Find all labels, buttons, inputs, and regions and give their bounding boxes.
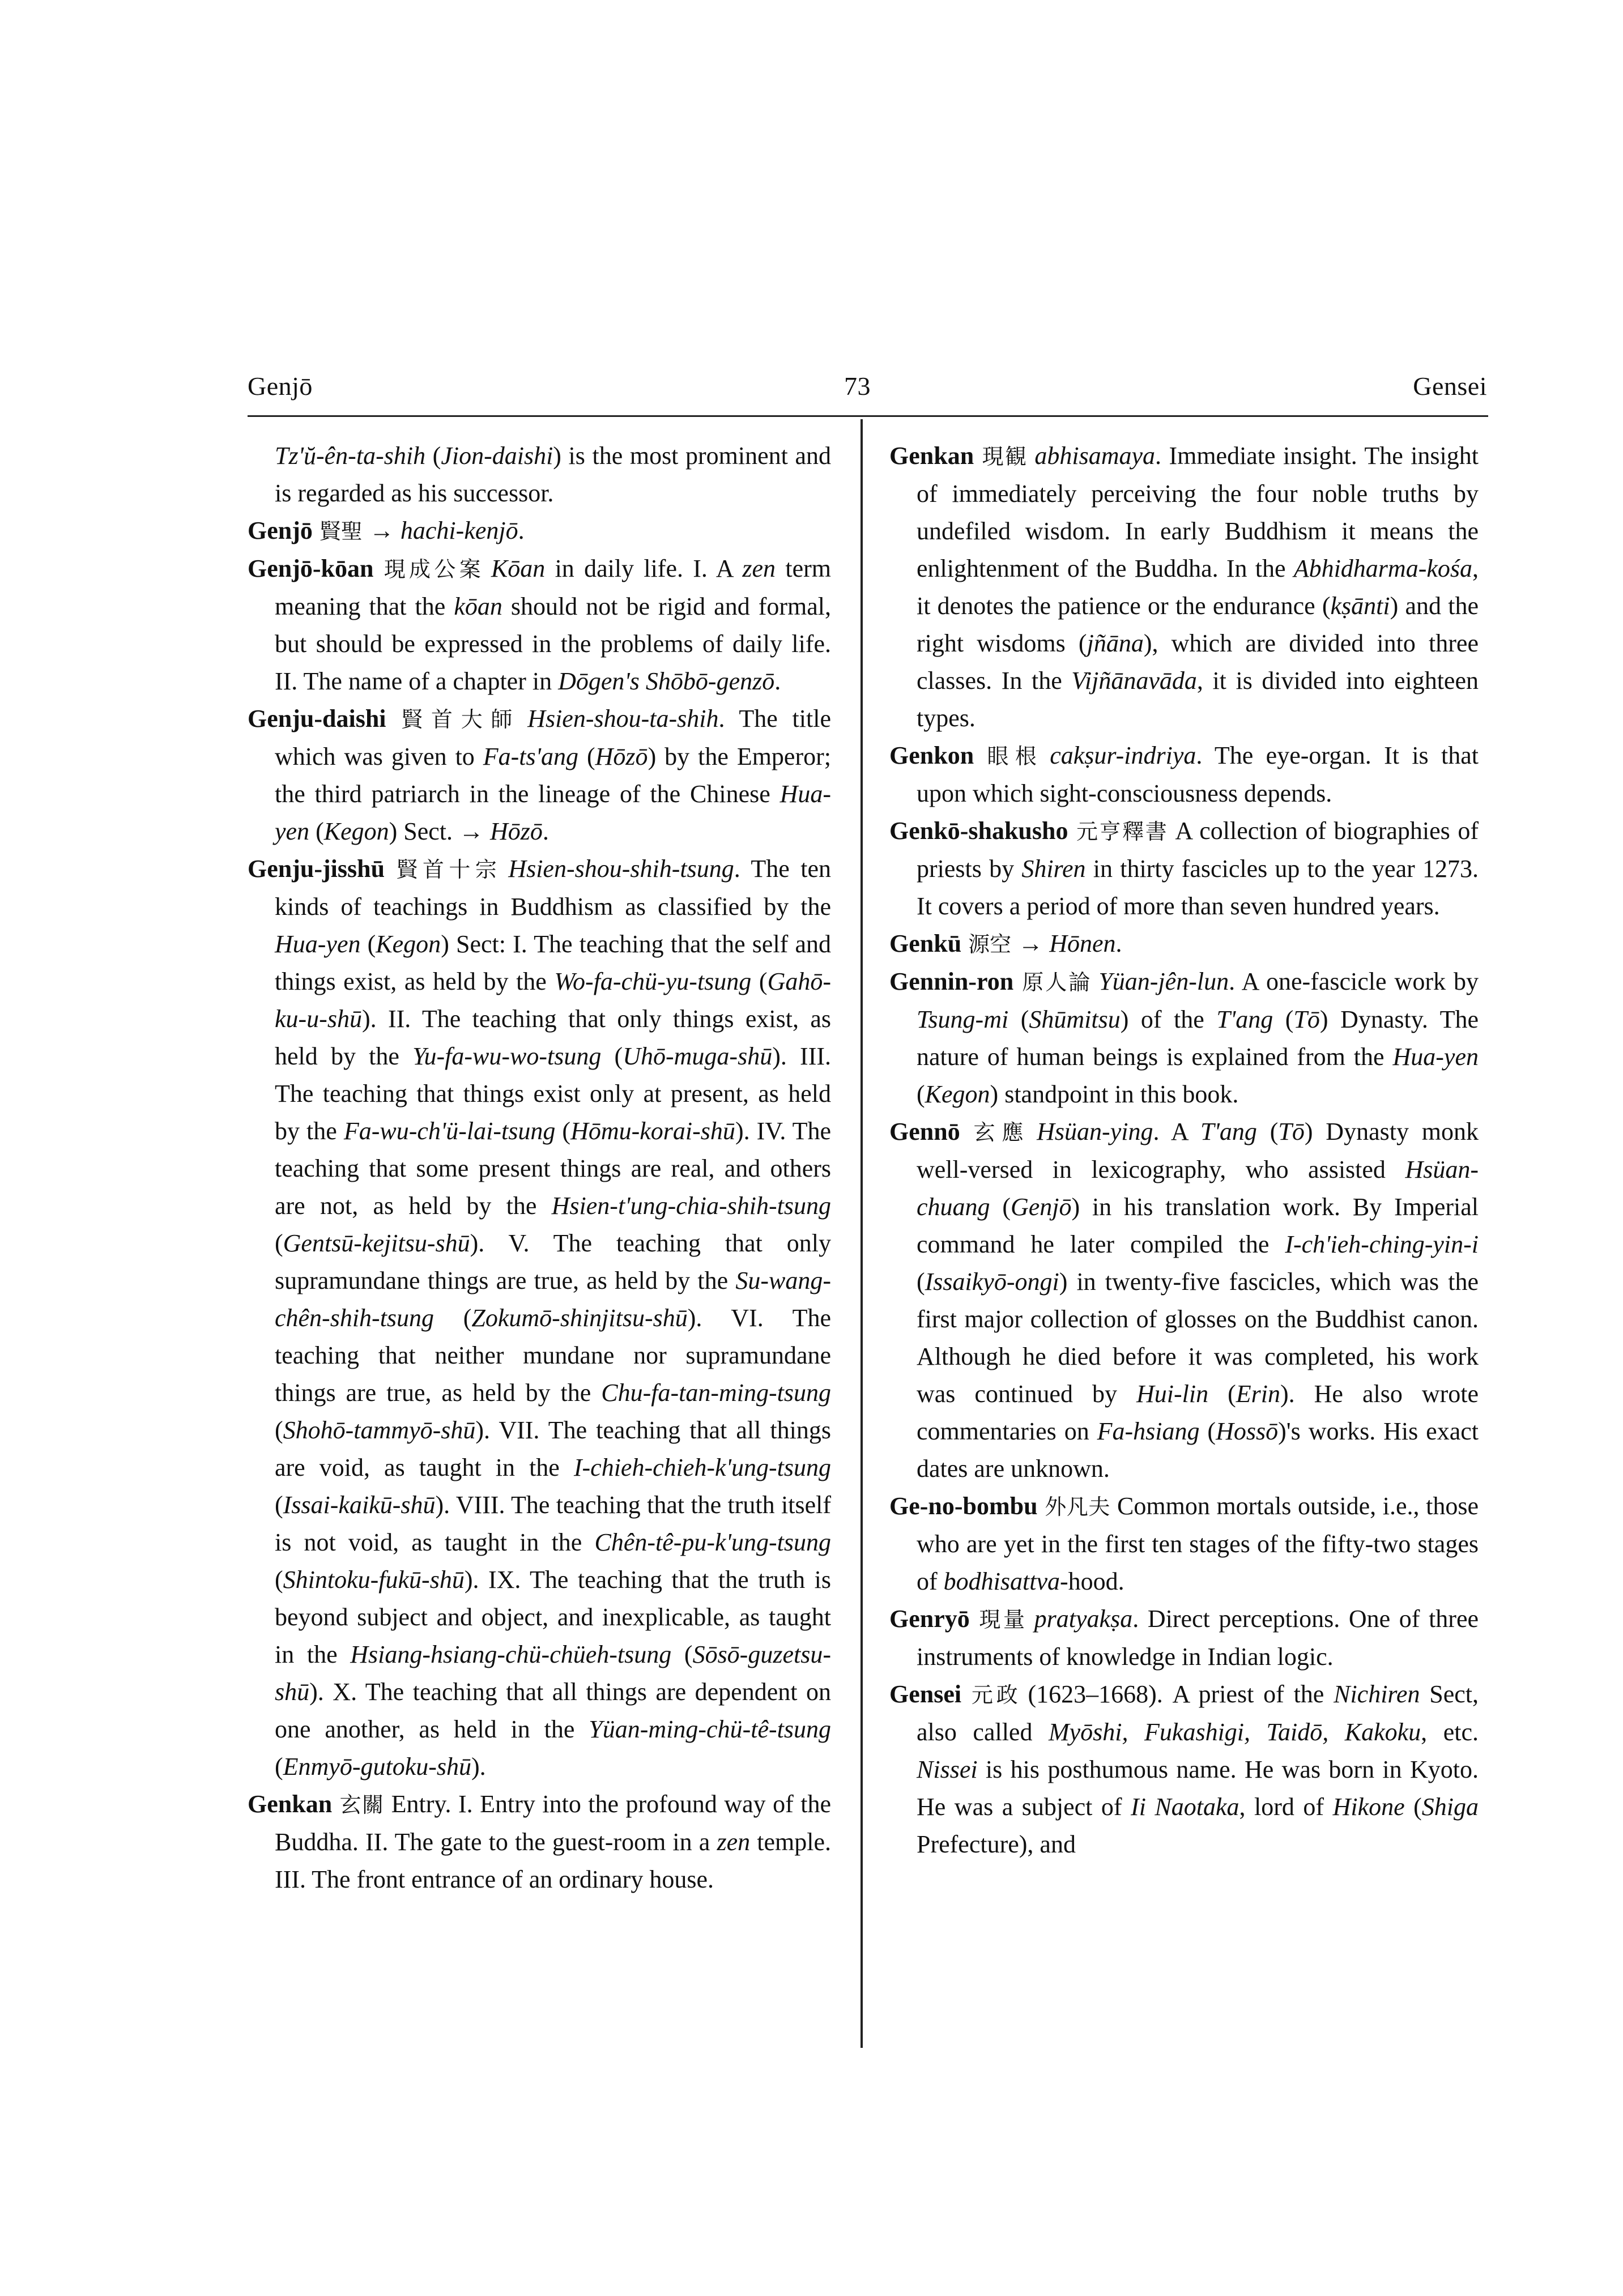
headword: Genkan	[889, 442, 974, 470]
entry-genkan-insight: Genkan 現観 abhisamaya. Immediate insight. The insight of immediately perceiving the four noble truths by undefiled wisdom. In early Buddhism it means the enlightenment of the Buddha. In the Abhidharma-kośa, it denotes the patience or the endurance (kṣānti) and the right wisdoms (jñāna), which are divided into three classes. In the Vijñānavāda, it is divided into eighteen types.	[889, 442, 1479, 732]
headword: Genju-daishi	[248, 705, 386, 732]
kanji: 現量	[976, 1607, 1028, 1632]
kanji: 玄應	[966, 1120, 1030, 1145]
kanji: 現観	[981, 444, 1028, 469]
entry-genjo-koan: Genjō-kōan 現成公案 Kōan in daily life. I. A zen term meaning that the kōan should not be rigid and formal, but should be expressed in the problems of daily life. II. The name of a chapter in Dōgen's Shōbō-genzō.	[248, 555, 831, 695]
running-head-right: Gensei	[1413, 372, 1487, 401]
entry-ge-no-bombu: Ge-no-bombu 外凡夫 Common mortals outside, i.e., those who are yet in the first ten stages of the fifty-two stages of bodhisattva-hood.	[889, 1492, 1479, 1595]
headword: Genkon	[889, 742, 974, 769]
headword: Genjō	[248, 517, 313, 544]
kanji: 源空	[968, 932, 1012, 957]
entry-gennin-ron: Gennin-ron 原人論 Yüan-jên-lun. A one-fascicle work by Tsung-mi (Shūmitsu) of the T'ang (Tō) Dynasty. The nature of human beings is explained from the Hua-yen (Kegon) standpoint in this book.	[889, 968, 1479, 1108]
right-column	[889, 437, 1479, 1863]
kanji: 賢首大師	[393, 707, 521, 732]
entry-genno: Gennō 玄應 Hsüan-ying. A T'ang (Tō) Dynasty monk well-versed in lexicography, who assisted Hsüan-chuang (Genjō) in his translation work. By Imperial command he later compiled the I-ch'ieh-ching-yin-i (Issaikyō-ongi) in twenty-five fascicles, which was the first major collection of glosses on the Buddhist canon. Although he died before it was completed, his work was continued by Hui-lin (Erin). He also wrote commentaries on Fa-hsiang (Hossō)'s works. His exact dates are unknown.	[889, 1118, 1479, 1483]
kanji: 元亨釋書	[1075, 819, 1169, 844]
entry-genkan-entry: Genkan 玄關 Entry. I. Entry into the profound way of the Buddha. II. The gate to the guest-room in a zen temple. III. The front entrance of an ordinary house.	[248, 1790, 831, 1893]
kanji: 元政	[968, 1682, 1021, 1707]
headword: Genkan	[248, 1790, 333, 1818]
running-head-left: Genjō	[248, 372, 313, 401]
kanji: 原人論	[1020, 970, 1092, 995]
entry-genko-shakusho: Genkō-shakusho 元亨釋書 A collection of biographies of priests by Shiren in thirty fascicles up to the year 1273. It covers a period of more than seven hundred years.	[889, 817, 1479, 920]
kanji: 賢聖	[319, 519, 363, 544]
headword: Gensei	[889, 1680, 962, 1708]
headword: Genjō-kōan	[248, 555, 374, 582]
kanji: 外凡夫	[1044, 1494, 1111, 1519]
kanji: 眼根	[981, 744, 1043, 769]
page-number: 73	[844, 372, 871, 401]
headword: Gennin-ron	[889, 968, 1014, 995]
column-divider	[861, 419, 863, 2048]
kanji: 現成公案	[380, 557, 484, 582]
entry-gensei: Gensei 元政 (1623–1668). A priest of the Nichiren Sect, also called Myōshi, Fukashigi, Taidō, Kakoku, etc. Nissei is his posthumous name. He was born in Kyoto. He was a subject of Ii Naotaka, lord of Hikone (Shiga Prefecture), and	[889, 1680, 1479, 1858]
headword: Ge-no-bombu	[889, 1492, 1038, 1520]
left-column	[248, 437, 831, 1898]
entry-genku: Genkū 源空 → Hōnen.	[889, 930, 1122, 957]
headword: Gennō	[889, 1118, 960, 1145]
entry-genju-jisshu: Genju-jisshū 賢首十宗 Hsien-shou-shih-tsung. The ten kinds of teachings in Buddhism as classified by the Hua-yen (Kegon) Sect: I. The teaching that the self and things exist, as held by the Wo-fa-chü-yu-tsung (Gahō-ku-u-shū). II. The teaching that only things exist, as held by the Yu-fa-wu-wo-tsung (Uhō-muga-shū). III. The teaching that things exist only at present, as held by the Fa-wu-ch'ü-lai-tsung (Hōmu-korai-shū). IV. The teaching that some present things are real, and others are not, as held by the Hsien-t'ung-chia-shih-tsung (Gentsū-kejitsu-shū). V. The teaching that only supramundane things are true, as held by the Su-wang-chên-shih-tsung (Zokumō-shinjitsu-shū). VI. The teaching that neither mundane nor supramundane things are true, as held by the Chu-fa-tan-ming-tsung (Shohō-tammyō-shū). VII. The teaching that all things are void, as taught in the I-chieh-chieh-k'ung-tsung (Issai-kaikū-shū). VIII. The teaching that the truth itself is not void, as taught in the Chên-tê-pu-k'ung-tsung (Shintoku-fukū-shū). IX. The teaching that the truth is beyond subject and object, and inexplicable, as taught in the Hsiang-hsiang-chü-chüeh-tsung (Sōsō-guzetsu-shū). X. The teaching that all things are dependent on one another, as held in the Yüan-ming-chü-tê-tsung (Enmyō-gutoku-shū).	[248, 855, 832, 1780]
entry-genju-daishi: Genju-daishi 賢首大師 Hsien-shou-ta-shih. The title which was given to Fa-ts'ang (Hōzō) by the Emperor; the third patriarch in the lineage of the Chinese Hua-yen (Kegon) Sect. → Hōzō.	[248, 705, 831, 845]
headword: Genkū	[889, 930, 962, 957]
headword: Genkō-shakusho	[889, 817, 1068, 845]
continued-entry: Tz'ŭ-ên-ta-shih (Jion-daishi) is the most prominent and is regarded as his successor.	[275, 442, 831, 507]
kanji: 玄關	[339, 1792, 385, 1817]
headword: Genju-jisshū	[248, 855, 385, 883]
header-rule	[248, 415, 1488, 417]
kanji: 賢首十宗	[391, 857, 502, 882]
headword: Genryō	[889, 1605, 970, 1633]
entry-genkon: Genkon 眼根 cakṣur-indriya. The eye-organ. It is that upon which sight-consciousness depends.	[889, 742, 1479, 807]
entry-genryo: Genryō 現量 pratyakṣa. Direct perceptions. One of three instruments of knowledge in Indian logic.	[889, 1605, 1479, 1671]
entry-genjo: Genjō 賢聖 → hachi-kenjō.	[248, 517, 525, 544]
